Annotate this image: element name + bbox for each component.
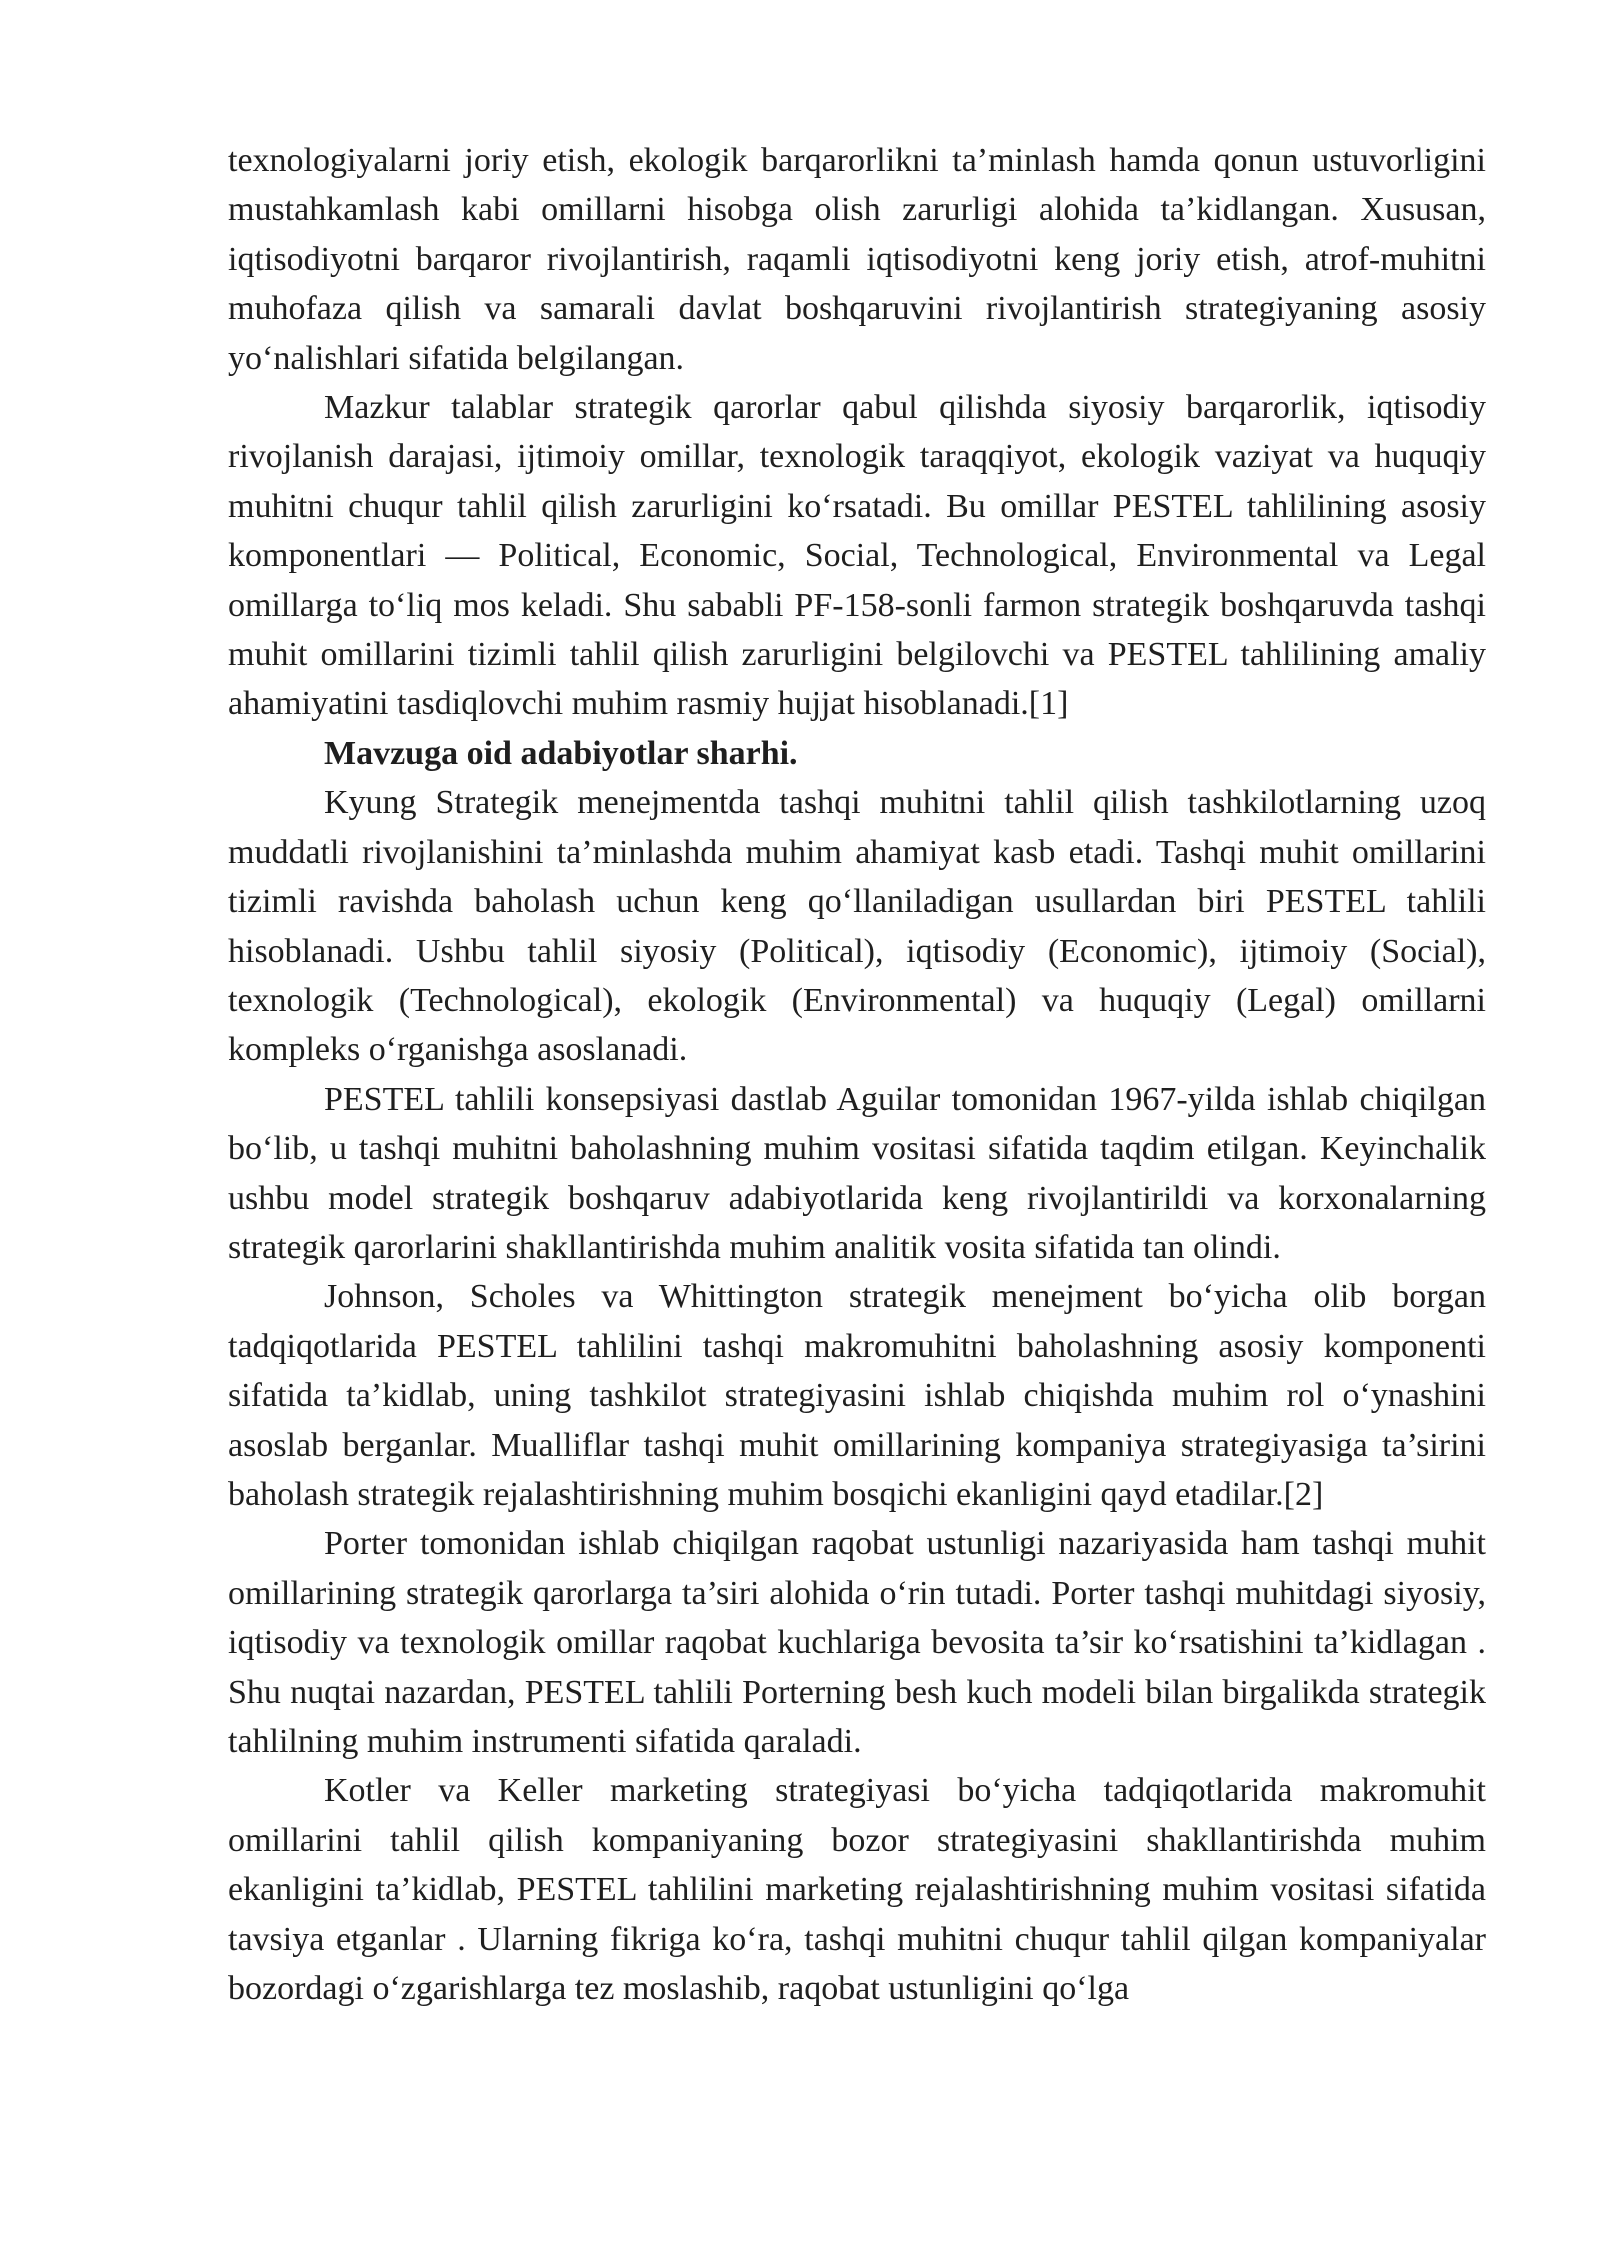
document-page <box>228 136 1486 2013</box>
paragraph-porter: Porter tomonidan ishlab chiqilgan raqobat ustunligi nazariyasida ham tashqi muhit omillarining strategik qarorlarga ta’siri alohida o‘rin tutadi. Porter tashqi muhitdagi siyosiy, iqtisodiy va texnologik omillar raqobat kuchlariga bevosita ta’sir ko‘rsatishini ta’kidlagan . Shu nuqtai nazardan, PESTEL tahlili Porterning besh kuch modeli bilan birgalikda strategik tahlilning muhim instrumenti sifatida qaraladi. <box>228 1525 1486 1760</box>
paragraph-pestel-requirements: Mazkur talablar strategik qarorlar qabul qilishda siyosiy barqarorlik, iqtisodiy rivojlanish darajasi, ijtimoiy omillar, texnologik taraqqiyot, ekologik vaziyat va huquqiy muhitni chuqur tahlil qilish zarurligini ko‘rsatadi. Bu omillar PESTEL tahlilining asosiy komponentlari — Political, Economic, Social, Technological, Environmental va Legal omillarga to‘liq mos keladi. Shu sababli PF-158-sonli farmon strategik boshqaruvda tashqi muhit omillarini tizimli tahlil qilish zarurligini belgilovchi va PESTEL tahlilining amaliy ahamiyatini tasdiqlovchi muhim rasmiy hujjat hisoblanadi.[1] <box>228 389 1486 723</box>
section-heading: Mavzuga oid adabiyotlar sharhi. <box>324 734 798 772</box>
paragraph-continuation: texnologiyalarni joriy etish, ekologik barqarorlikni ta’minlash hamda qonun ustuvorligini mustahkamlash kabi omillarni hisobga olish zarurligi alohida ta’kidlangan. Xususan, iqtisodiyotni barqaror rivojlantirish, raqamli iqtisodiyotni keng joriy etish, atrof-muhitni muhofaza qilish va samarali davlat boshqaruvini rivojlantirish strategiyaning asosiy yo‘nalishlari sifatida belgilangan. <box>228 142 1486 377</box>
paragraph-johnson: Johnson, Scholes va Whittington strategik menejment bo‘yicha olib borgan tadqiqotlarida PESTEL tahlilini tashqi makromuhitni baholashning asosiy komponenti sifatida ta’kidlab, uning tashkilot strategiyasini ishlab chiqishda muhim rol o‘ynashini asoslab berganlar. Mualliflar tashqi muhit omillarining kompaniya strategiyasiga ta’sirini baholash strategik rejalashtirishning muhim bosqichi ekanligini qayd etadilar.[2] <box>228 1278 1486 1513</box>
paragraph-kotler: Kotler va Keller marketing strategiyasi bo‘yicha tadqiqotlarida makromuhit omillarini tahlil qilish kompaniyaning bozor strategiyasini shakllantirishda muhim ekanligini ta’kidlab, PESTEL tahlilini marketing rejalashtirishning muhim vositasi sifatida tavsiya etganlar . Ularning fikriga ko‘ra, tashqi muhitni chuqur tahlil qilgan kompaniyalar bozordagi o‘zgarishlarga tez moslashib, raqobat ustunligini qo‘lga <box>228 1772 1486 2008</box>
paragraph-aguilar: PESTEL tahlili konsepsiyasi dastlab Aguilar tomonidan 1967-yilda ishlab chiqilgan bo‘lib, u tashqi muhitni baholashning muhim vositasi sifatida taqdim etilgan. Keyinchalik ushbu model strategik boshqaruv adabiyotlarida keng rivojlantirildi va korxonalarning strategik qarorlarini shakllantirishda muhim analitik vosita sifatida tan olindi. <box>228 1080 1486 1266</box>
paragraph-kyung: Kyung Strategik menejmentda tashqi muhitni tahlil qilish tashkilotlarning uzoq muddatli rivojlanishini ta’minlashda muhim ahamiyat kasb etadi. Tashqi muhit omillarini tizimli ravishda baholash uchun keng qo‘llaniladigan usullardan biri PESTEL tahlili hisoblanadi. Ushbu tahlil siyosiy (Political), iqtisodiy (Economic), ijtimoiy (Social), texnologik (Technological), ekologik (Environmental) va huquqiy (Legal) omillarni kompleks o‘rganishga asoslanadi. <box>228 784 1486 1069</box>
